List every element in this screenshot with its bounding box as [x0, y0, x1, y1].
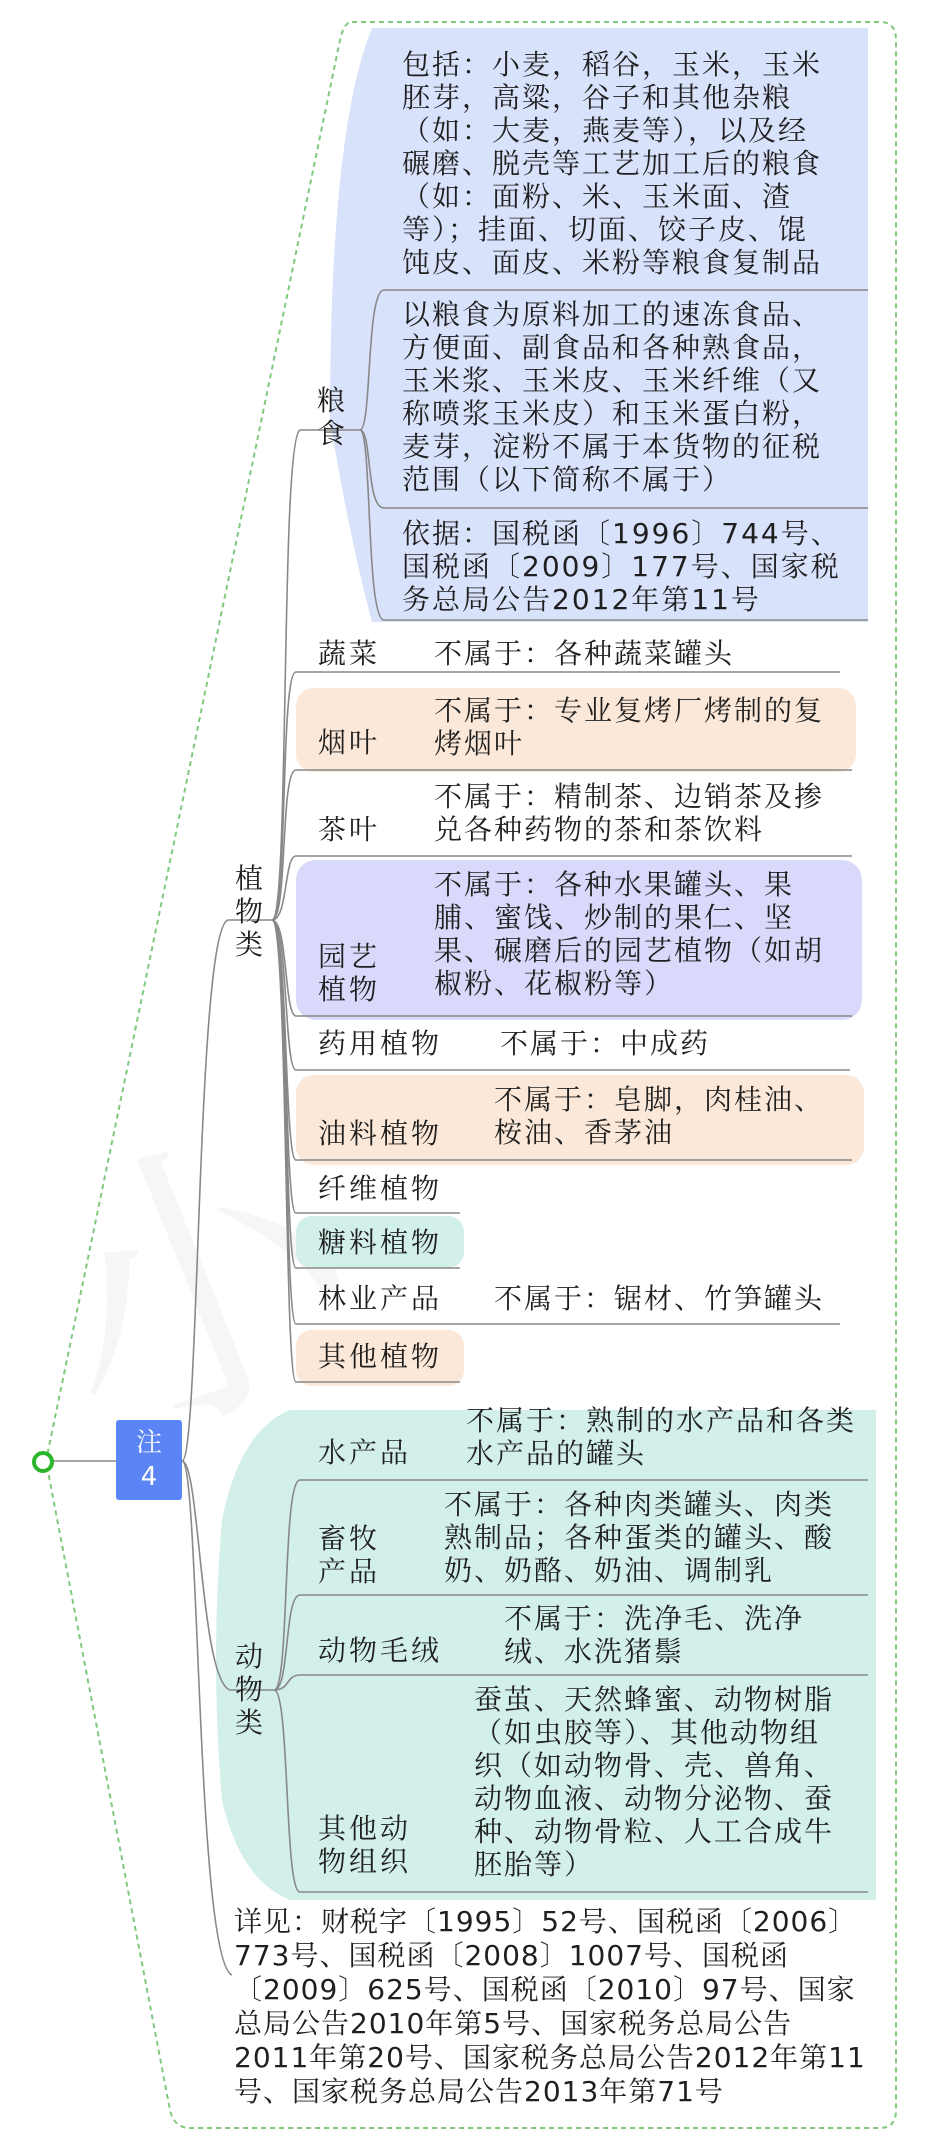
grain-label[interactable]: 粮 食: [316, 384, 345, 450]
root-label: 注 4: [135, 1428, 162, 1492]
forestry-note[interactable]: 不属于：锯材、竹笋罐头: [494, 1282, 825, 1315]
vegetables-note[interactable]: 不属于：各种蔬菜罐头: [434, 637, 735, 670]
aquatic-label[interactable]: 水产品: [318, 1436, 412, 1469]
grain-item-excluded[interactable]: 以粮食为原料加工的速冻食品、 方便面、副食品和各种熟食品， 玉米浆、玉米皮、玉米纤维（又 称喷浆玉米皮）和玉米蛋白粉， 麦芽，淀粉不属于本货物的征税 范围（以下简称不属于）: [402, 298, 823, 496]
horticulture-note[interactable]: 不属于：各种水果罐头、果 脯、蜜饯、炒制的果仁、坚 果、碾磨后的园艺植物（如胡 椒粉、花椒粉等）: [434, 868, 825, 1000]
oil-note[interactable]: 不属于：皂脚，肉桂油、 桉油、香茅油: [494, 1083, 825, 1149]
root-node[interactable]: [116, 1420, 182, 1500]
tea-note[interactable]: 不属于：精制茶、边销茶及掺 兑各种药物的茶和茶饮料: [434, 780, 825, 846]
sugar-label[interactable]: 糖料植物: [318, 1226, 443, 1259]
other-tissue-note[interactable]: 蚕茧、天然蜂蜜、动物树脂 （如虫胶等）、其他动物组 织（如动物骨、壳、兽角、 动物血液、动物分泌物、蚕 种、动物骨粒、人工合成牛 胚胎等）: [474, 1683, 835, 1881]
tea-label[interactable]: 茶叶: [318, 813, 381, 846]
tobacco-label[interactable]: 烟叶: [318, 726, 381, 759]
other-plants-label[interactable]: 其他植物: [318, 1340, 443, 1373]
grain-item-scope[interactable]: 包括：小麦，稻谷，玉米，玉米 胚芽，高粱，谷子和其他杂粮 （如：大麦，燕麦等），以及经 碾磨、脱壳等工艺加工后的粮食 （如：面粉、米、玉米面、渣 等）；挂面、切面、饺子皮、馄 饨皮、面皮、米粉等粮食复制品: [402, 48, 823, 279]
livestock-note[interactable]: 不属于：各种肉类罐头、肉类 熟制品；各种蛋类的罐头、酸 奶、奶酪、奶油、调制乳: [444, 1488, 835, 1587]
livestock-label[interactable]: 畜牧 产品: [318, 1522, 381, 1588]
vegetables-label[interactable]: 蔬菜: [318, 637, 381, 670]
plants-branch-label[interactable]: 植 物 类: [234, 862, 263, 961]
animals-branch-label[interactable]: 动 物 类: [234, 1640, 263, 1739]
oil-label[interactable]: 油料植物: [318, 1117, 443, 1150]
fiber-label[interactable]: 纤维植物: [318, 1172, 443, 1205]
medicinal-label[interactable]: 药用植物: [318, 1027, 443, 1060]
medicinal-note[interactable]: 不属于：中成药: [500, 1027, 711, 1060]
other-tissue-label[interactable]: 其他动 物组织: [318, 1812, 412, 1878]
grain-item-basis[interactable]: 依据：国税函〔1996〕744号、 国税函〔2009〕177号、国家税 务总局公告2012年第11号: [402, 517, 841, 616]
tobacco-note[interactable]: 不属于：专业复烤厂烤制的复 烤烟叶: [434, 694, 825, 760]
forestry-label[interactable]: 林业产品: [318, 1282, 443, 1315]
fur-note[interactable]: 不属于：洗净毛、洗净 绒、水洗猪鬃: [504, 1602, 805, 1668]
horticulture-label[interactable]: 园艺 植物: [318, 940, 381, 1006]
references-note[interactable]: 详见：财税字〔1995〕52号、国税函〔2006〕 773号、国税函〔2008〕1007号、国税函 〔2009〕625号、国税函〔2010〕97号、国家 总局公告2010年第5号、国家税务总局公告 2011年第20号、国家税务总局公告2012年第11 号、国家税务总局公告2013年第71号: [234, 1905, 866, 2108]
root-anchor-icon[interactable]: [32, 1451, 54, 1473]
aquatic-note[interactable]: 不属于：熟制的水产品和各类 水产品的罐头: [466, 1404, 857, 1470]
fur-label[interactable]: 动物毛绒: [318, 1634, 443, 1667]
